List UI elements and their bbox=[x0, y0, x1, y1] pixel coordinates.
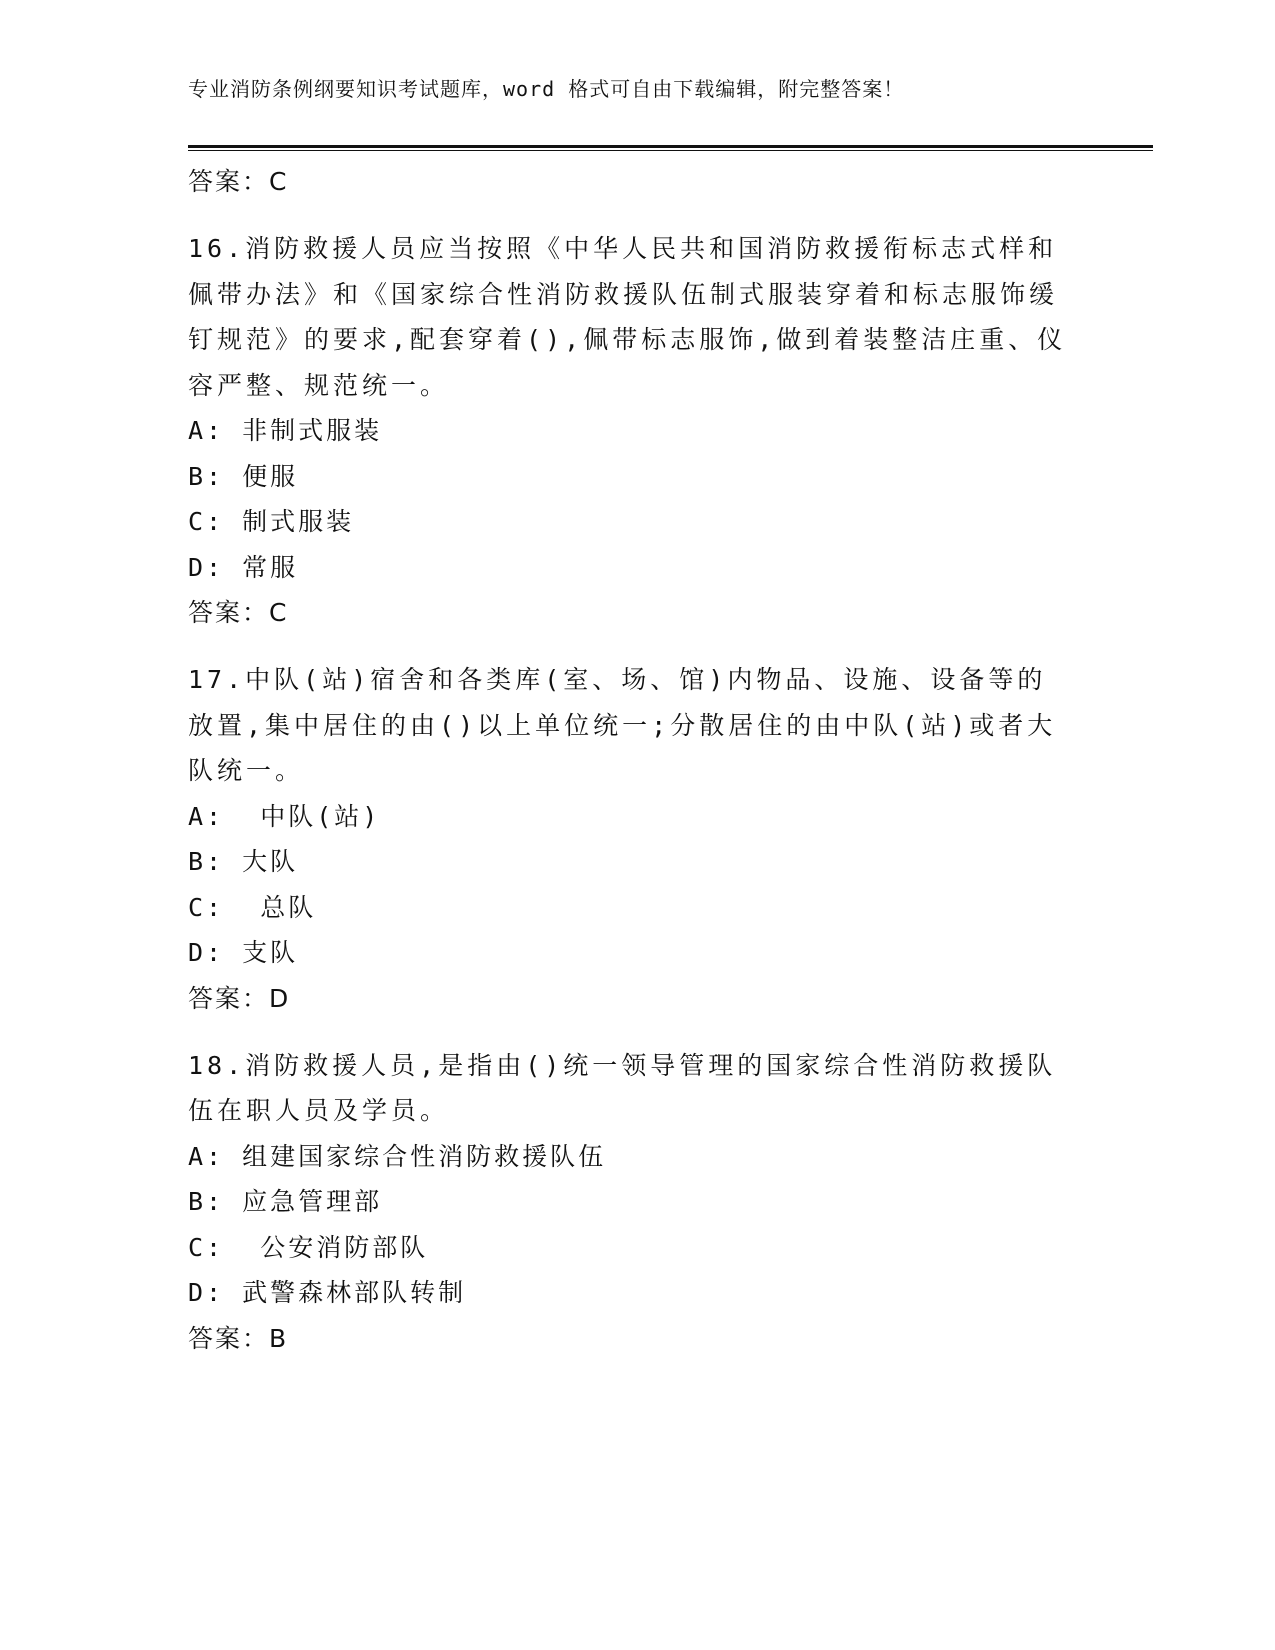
option-b: B: 应急管理部 bbox=[188, 1187, 383, 1216]
option-c: C: 制式服装 bbox=[188, 507, 355, 536]
option-a: A: 中队(站) bbox=[188, 801, 381, 831]
option-a: A: 非制式服装 bbox=[188, 416, 383, 445]
page-header: 专业消防条例纲要知识考试题库，word 格式可自由下载编辑，附完整答案！ bbox=[188, 77, 905, 101]
header-rule-thin bbox=[188, 150, 1153, 151]
question-text: 16.消防救援人员应当按照《中华人民共和国消防救援衔标志式样和佩带办法》和《国家综合性消防救援队伍制式服装穿着和标志服饰缓钉规范》的要求,配套穿着(),佩带标志服饰,做到着装整洁庄重、仪容严整、规范统一。 bbox=[188, 234, 1067, 400]
option-b: B: 大队 bbox=[188, 847, 299, 876]
option-d: D: 支队 bbox=[188, 938, 299, 967]
option-c: C: 公安消防部队 bbox=[188, 1232, 429, 1262]
question-16 bbox=[188, 226, 1088, 635]
header-rule-thick bbox=[188, 145, 1153, 148]
option-d: D: 武警森林部队转制 bbox=[188, 1278, 467, 1307]
question-18 bbox=[188, 1043, 1088, 1361]
question-text: 18.消防救援人员,是指由()统一领导管理的国家综合性消防救援队伍在职人员及学员。 bbox=[188, 1050, 1057, 1125]
answer-line: 答案：C bbox=[188, 167, 289, 196]
content bbox=[188, 159, 1088, 1383]
answer-line: 答案：C bbox=[188, 598, 289, 627]
question-17 bbox=[188, 657, 1088, 1021]
option-b: B: 便服 bbox=[188, 461, 299, 491]
option-a: A: 组建国家综合性消防救援队伍 bbox=[188, 1141, 607, 1171]
option-c: C: 总队 bbox=[188, 892, 317, 922]
answer-line: 答案：B bbox=[188, 1323, 289, 1353]
answer-line: 答案：D bbox=[188, 983, 291, 1013]
option-d: D: 常服 bbox=[188, 552, 299, 582]
question-text: 17.中队(站)宿舍和各类库(室、场、馆)内物品、设施、设备等的放置,集中居住的由()以上单位统一;分散居住的由中队(站)或者大队统一。 bbox=[188, 665, 1057, 785]
